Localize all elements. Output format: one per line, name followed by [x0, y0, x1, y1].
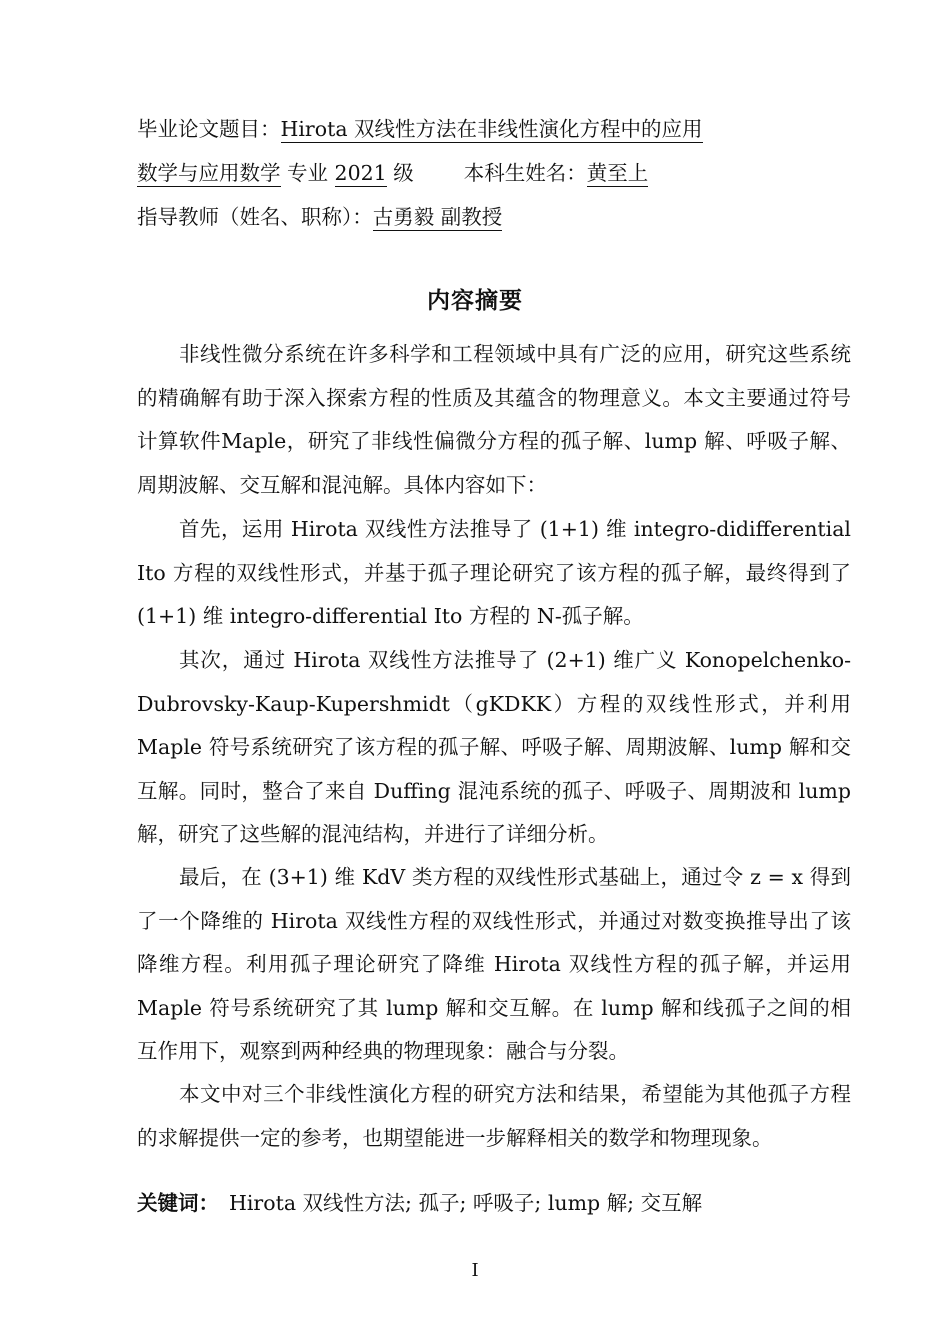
abstract-paragraph-4: 最后，在 (3+1) 维 KdV 类方程的双线性形式基础上，通过令 z = x 得到了一个降维的 Hirota 双线性方程的双线性形式，并通过对数变换推导出了该降维方程。利用孤子理论研究了降维 Hirota 双线性方程的孤子解，并运用 Maple 符号系统研究了其 lump 解和交互解。在 lump 解和线孤子之间的相互作用下，观察到两种经典的物理现象：融合与分裂。 — [137, 865, 851, 1063]
advisor-label: 指导教师（姓名、职称）： — [137, 205, 373, 229]
keywords-label: 关键词： — [137, 1191, 219, 1215]
major-suffix: 专业 — [280, 161, 335, 185]
student-info-line — [137, 156, 648, 186]
page-number: I — [471, 1260, 479, 1281]
abstract-paragraph-3: 其次，通过 Hirota 双线性方法推导了 (2+1) 维广义 Konopelchenko-Dubrovsky-Kaup-Kupershmidt（gKDKK）方程的双线性形式，并利用 Maple 符号系统研究了该方程的孤子解、呼吸子解、周期波解、lump 解和交互解。同时，整合了来自 Duffing 混沌系统的孤子、呼吸子、周期波和 lump 解，研究了这些解的混沌结构，并进行了详细分析。 — [137, 648, 851, 846]
abstract-title: 内容摘要 — [427, 288, 523, 314]
keywords-value: Hirota 双线性方法; 孤子; 呼吸子; lump 解; 交互解 — [229, 1191, 703, 1215]
year: 2021 — [334, 161, 387, 185]
advisor: 古勇毅 副教授 — [372, 205, 503, 229]
student-label: 本科生姓名： — [463, 161, 587, 185]
abstract-paragraph-2: 首先，运用 Hirota 双线性方法推导了 (1+1) 维 integro-didifferential Ito 方程的双线性形式，并基于孤子理论研究了该方程的孤子解，最终得到了 (1+1) 维 integro-differential Ito 方程的 N-孤子解。 — [137, 517, 851, 628]
thesis-title-label: 毕业论文题目： — [137, 117, 281, 141]
abstract-paragraph-5: 本文中对三个非线性演化方程的研究方法和结果，希望能为其他孤子方程的求解提供一定的参考，也期望能进一步解释相关的数学和物理现象。 — [137, 1082, 851, 1150]
year-suffix: 级 — [386, 161, 414, 185]
thesis-title: Hirota 双线性方法在非线性演化方程中的应用 — [280, 117, 703, 141]
advisor-line — [137, 200, 502, 230]
major: 数学与应用数学 — [137, 161, 281, 185]
abstract-paragraph-1: 非线性微分系统在许多科学和工程领域中具有广泛的应用，研究这些系统的精确解有助于深入探索方程的性质及其蕴含的物理意义。本文主要通过符号计算软件Maple，研究了非线性偏微分方程的孤子解、lump 解、呼吸子解、周期波解、交互解和混沌解。具体内容如下： — [137, 342, 851, 497]
thesis-title-line — [137, 112, 703, 142]
keywords — [137, 1186, 702, 1216]
student-name: 黄至上 — [586, 161, 649, 185]
